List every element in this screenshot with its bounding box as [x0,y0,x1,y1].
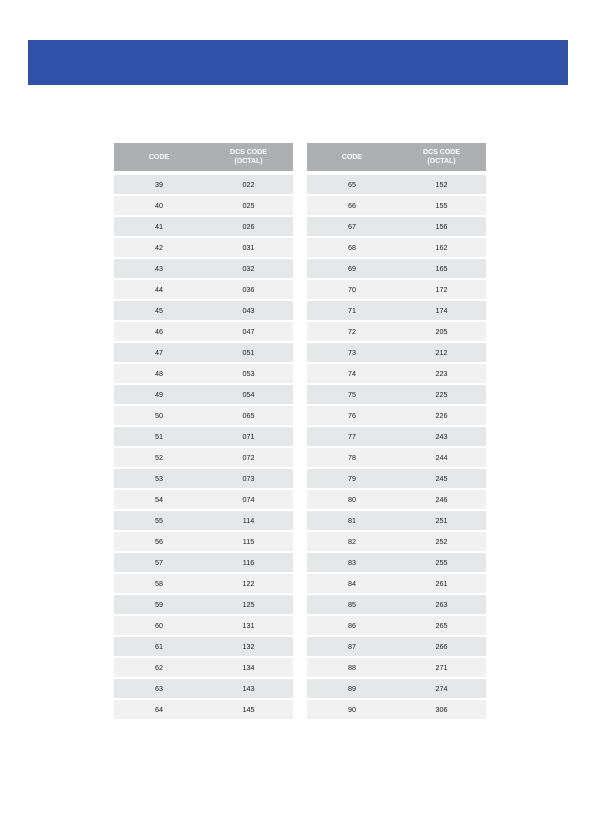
code-cell: 79 [348,474,356,483]
table-row [307,469,486,488]
code-cell: 52 [155,453,163,462]
dcs-code-cell: 152 [435,180,448,189]
code-cell: 46 [155,327,163,336]
dcs-code-cell: 031 [242,243,255,252]
dcs-code-cell: 071 [242,432,255,441]
code-cell: 66 [348,201,356,210]
dcs-code-column-header [397,148,486,166]
dcs-code-cell: 266 [435,642,448,651]
table-row [307,217,486,236]
table-row [114,427,293,446]
dcs-code-cell: 074 [242,495,255,504]
table-row [114,301,293,320]
code-cell: 44 [155,285,163,294]
table-body [114,175,293,719]
code-cell: 74 [348,369,356,378]
table-row [307,658,486,677]
dcs-code-table-left [114,143,293,721]
dcs-code-cell: 065 [242,411,255,420]
code-cell: 88 [348,663,356,672]
dcs-code-cell: 205 [435,327,448,336]
table-row [114,574,293,593]
code-cell: 72 [348,327,356,336]
dcs-code-cell: 156 [435,222,448,231]
code-cell: 77 [348,432,356,441]
dcs-code-cell: 165 [435,264,448,273]
code-cell: 41 [155,222,163,231]
table-row [114,637,293,656]
dcs-code-cell: 155 [435,201,448,210]
dcs-code-cell: 051 [242,348,255,357]
table-row [307,574,486,593]
dcs-code-cell: 263 [435,600,448,609]
dcs-code-cell: 116 [242,558,255,567]
code-cell: 58 [155,579,163,588]
table-row [307,238,486,257]
code-cell: 62 [155,663,163,672]
dcs-code-cell: 243 [435,432,448,441]
table-row [307,364,486,383]
dcs-code-cell: 043 [242,306,255,315]
dcs-code-cell: 145 [242,705,255,714]
code-cell: 64 [155,705,163,714]
dcs-code-cell: 047 [242,327,255,336]
dcs-code-cell: 265 [435,621,448,630]
dcs-code-cell: 306 [435,705,448,714]
dcs-code-cell: 053 [242,369,255,378]
code-cell: 82 [348,537,356,546]
dcs-code-cell: 122 [242,579,255,588]
table-row [307,553,486,572]
code-cell: 55 [155,516,163,525]
dcs-code-cell: 073 [242,474,255,483]
code-cell: 61 [155,642,163,651]
code-cell: 67 [348,222,356,231]
table-row [307,280,486,299]
dcs-code-cell: 225 [435,390,448,399]
table-row [114,280,293,299]
table-row [114,595,293,614]
code-cell: 86 [348,621,356,630]
code-cell: 87 [348,642,356,651]
dcs-code-cell: 255 [435,558,448,567]
code-cell: 71 [348,306,356,315]
table-row [307,595,486,614]
dcs-code-header-line1: DCS CODE [423,149,460,156]
dcs-code-cell: 252 [435,537,448,546]
dcs-code-cell: 114 [242,516,255,525]
table-header [114,143,293,171]
code-cell: 83 [348,558,356,567]
table-row [114,364,293,383]
table-row [307,679,486,698]
table-row [114,385,293,404]
dcs-code-cell: 246 [435,495,448,504]
table-header [307,143,486,171]
dcs-code-cell: 132 [242,642,255,651]
code-cell: 90 [348,705,356,714]
dcs-code-cell: 072 [242,453,255,462]
table-row [307,616,486,635]
table-row [114,490,293,509]
table-row [114,343,293,362]
table-row [307,385,486,404]
dcs-code-cell: 115 [242,537,255,546]
dcs-code-cell: 226 [435,411,448,420]
table-row [114,658,293,677]
dcs-code-header-line2: (OCTAL) [234,158,263,165]
dcs-code-cell: 245 [435,474,448,483]
dcs-code-cell: 131 [242,621,255,630]
table-row [114,217,293,236]
code-cell: 63 [155,684,163,693]
table-row [307,700,486,719]
code-cell: 70 [348,285,356,294]
dcs-code-cell: 174 [435,306,448,315]
code-cell: 54 [155,495,163,504]
code-cell: 45 [155,306,163,315]
code-cell: 39 [155,180,163,189]
header-banner [28,40,568,85]
code-cell: 40 [155,201,163,210]
dcs-code-cell: 026 [242,222,255,231]
code-cell: 43 [155,264,163,273]
table-row [114,322,293,341]
code-cell: 56 [155,537,163,546]
dcs-code-column-header [204,148,293,166]
table-row [114,406,293,425]
dcs-code-table-right [307,143,486,721]
code-cell: 50 [155,411,163,420]
table-row [114,616,293,635]
dcs-code-cell: 212 [435,348,448,357]
code-cell: 42 [155,243,163,252]
dcs-code-cell: 032 [242,264,255,273]
code-cell: 75 [348,390,356,399]
code-cell: 89 [348,684,356,693]
code-cell: 81 [348,516,356,525]
code-column-header: CODE [341,153,363,161]
table-row [307,175,486,194]
table-row [114,196,293,215]
code-cell: 84 [348,579,356,588]
dcs-code-cell: 172 [435,285,448,294]
code-cell: 47 [155,348,163,357]
table-row [114,448,293,467]
dcs-code-cell: 251 [435,516,448,525]
table-row [307,406,486,425]
table-row [114,553,293,572]
table-row [307,637,486,656]
table-row [114,511,293,530]
table-row [307,322,486,341]
dcs-code-header-line1: DCS CODE [230,149,267,156]
code-cell: 59 [155,600,163,609]
code-cell: 85 [348,600,356,609]
table-row [114,532,293,551]
dcs-code-cell: 125 [242,600,255,609]
code-cell: 78 [348,453,356,462]
table-row [307,196,486,215]
table-row [114,238,293,257]
code-cell: 53 [155,474,163,483]
dcs-code-cell: 036 [242,285,255,294]
dcs-code-cell: 244 [435,453,448,462]
dcs-code-cell: 134 [242,663,255,672]
dcs-code-cell: 054 [242,390,255,399]
table-row [307,511,486,530]
code-cell: 57 [155,558,163,567]
dcs-code-cell: 261 [435,579,448,588]
table-row [114,259,293,278]
dcs-code-header-line2: (OCTAL) [427,158,456,165]
dcs-code-cell: 274 [435,684,448,693]
code-cell: 65 [348,180,356,189]
table-row [114,175,293,194]
code-cell: 73 [348,348,356,357]
code-cell: 49 [155,390,163,399]
dcs-code-cell: 271 [435,663,448,672]
table-row [114,700,293,719]
dcs-code-cell: 223 [435,369,448,378]
table-row [307,301,486,320]
table-body [307,175,486,719]
code-cell: 69 [348,264,356,273]
table-row [307,532,486,551]
code-cell: 60 [155,621,163,630]
dcs-code-cell: 025 [242,201,255,210]
code-column-header: CODE [148,153,170,161]
table-row [307,259,486,278]
table-row [114,679,293,698]
dcs-code-cell: 162 [435,243,448,252]
dcs-code-cell: 022 [242,180,255,189]
code-cell: 68 [348,243,356,252]
code-cell: 48 [155,369,163,378]
table-row [307,427,486,446]
code-cell: 80 [348,495,356,504]
dcs-code-cell: 143 [242,684,255,693]
table-row [307,343,486,362]
code-cell: 76 [348,411,356,420]
table-row [114,469,293,488]
table-row [307,490,486,509]
table-row [307,448,486,467]
code-cell: 51 [155,432,163,441]
